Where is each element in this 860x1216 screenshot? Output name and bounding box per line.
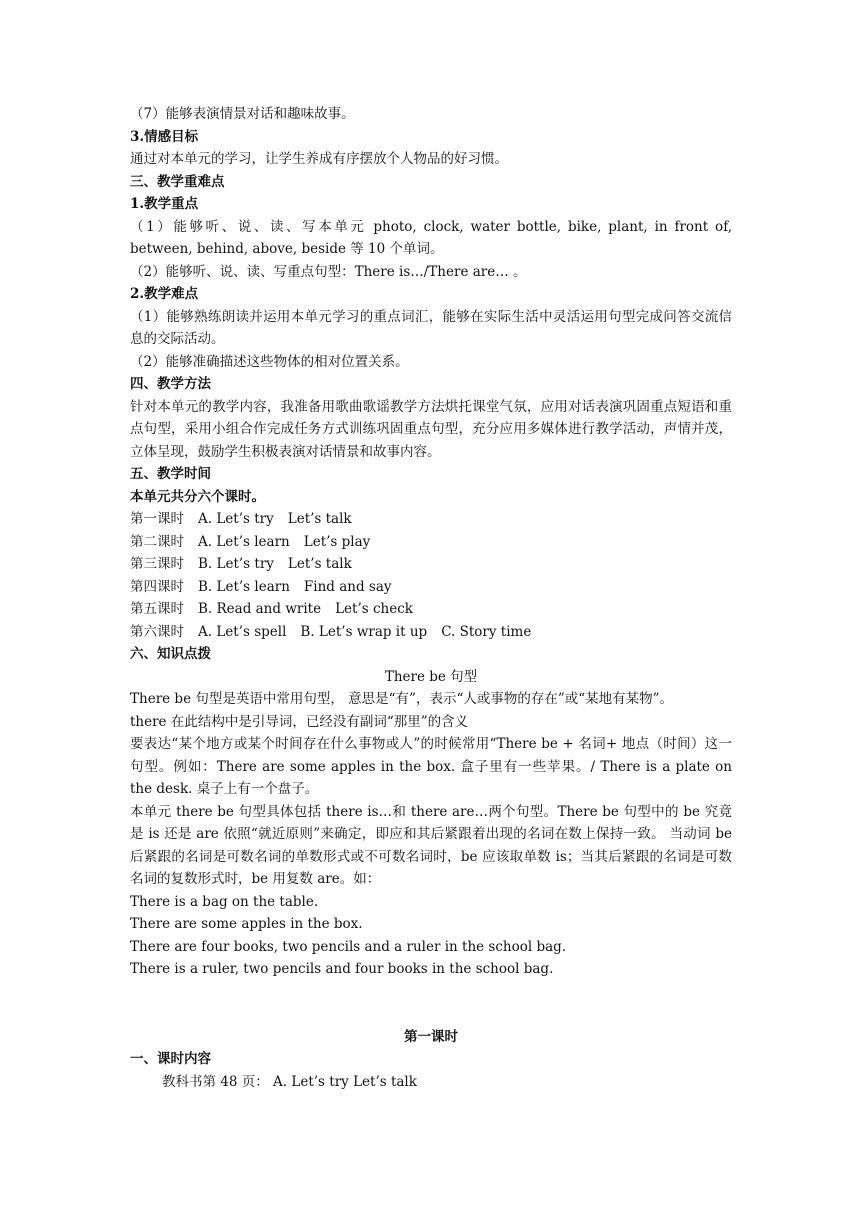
lesson-content-text: 教科书第 48 页： A. Let’s try Let’s talk: [162, 1073, 417, 1090]
schedule-part: Let’s talk: [287, 556, 352, 572]
schedule-part: B. Read and write: [198, 601, 322, 617]
teaching-method-text: 针对本单元的教学内容，我准备用歌曲歌谣教学方法烘托课堂气氛，应用对话表演巩固重点短语和重点句型，采用小组合作完成任务方式训练巩固重点句型，充分应用多媒体进行教学活动，声情并茂，立体呈现，鼓励学生积极表演对话情景和故事内容。: [130, 398, 732, 460]
example-sentence: There is a ruler, two pencils and four books in the school bag.: [130, 961, 554, 977]
schedule-row: [130, 553, 732, 576]
knowledge-paragraph-4: 本单元 there be 句型具体包括 there is…和 there are…两个句型。There be 句型中的 be 究竟是 is 还是 are 依照“就近原则”来确定，即应和其后紧跟着出现的名词在数上保持一致。 当动词 be 后紧跟的名词是可数名词的单数形式或不可数名词时，be 应该取单数 is；当其后紧跟的名词是可数名词的复数形式时，be 用复数 are。如：: [130, 803, 732, 887]
knowledge-paragraph-3: 要表达“某个地方或某个时间存在什么事物或人”的时候常用“There be + 名词+ 地点（时间）这一句型。例如：There are some apples in the box. 盒子里有一些苹果。/ There is a plate on the desk. 桌子上有一个盘子。: [130, 736, 732, 797]
schedule-part: B. Let’s try: [198, 556, 274, 572]
difficult-point-2: （2）能够准确描述这些物体的相对位置关系。: [130, 353, 409, 370]
schedule-period: 第五课时: [130, 601, 184, 617]
schedule-period: 第三课时: [130, 556, 184, 572]
schedule-part: Find and say: [303, 578, 392, 595]
document-body: [130, 103, 732, 1093]
schedule-row: [130, 621, 732, 644]
schedule-period: 第二课时: [130, 533, 184, 550]
schedule-intro: 本单元共分六个课时。: [130, 488, 265, 505]
key-points-heading: 1.教学重点: [130, 196, 199, 212]
schedule-part: B. Let’s wrap it up: [300, 623, 428, 640]
schedule-row: [130, 576, 732, 599]
schedule-part: A. Let’s try: [198, 511, 274, 527]
schedule-period: 第四课时: [130, 578, 184, 595]
schedule-part: A. Let’s spell: [198, 623, 287, 640]
section-4-heading: 四、教学方法: [130, 376, 211, 392]
blank-line: [130, 981, 732, 1004]
knowledge-paragraph-1: There be 句型是英语中常用句型， 意思是“有”，表示“人或事物的存在”或“某地有某物”。: [130, 691, 674, 707]
schedule-part: C. Story time: [441, 623, 532, 640]
knowledge-paragraph-2: there 在此结构中是引导词，已经没有副词“那里”的含义: [130, 713, 469, 730]
schedule-part: Let’s talk: [287, 511, 352, 527]
section-5-heading: 五、教学时间: [130, 466, 211, 482]
schedule-row: [130, 508, 732, 531]
schedule-part: A. Let’s learn: [198, 533, 290, 550]
key-point-1: （1）能够听、说、读、写本单元 photo, clock, water bottle, bike, plant, in front of, between, behind, above, beside 等 10 个单词。: [130, 218, 732, 257]
schedule-row: [130, 531, 732, 554]
schedule-period: 第一课时: [130, 511, 184, 527]
example-sentence: There are four books, two pencils and a ruler in the school bag.: [130, 938, 567, 955]
section-6-heading: 六、知识点拨: [130, 646, 211, 662]
schedule-part: Let’s play: [303, 533, 371, 550]
difficult-points-heading: 2.教学难点: [130, 286, 199, 302]
schedule-part: Let’s check: [335, 601, 413, 617]
there-be-subtitle: There be 句型: [384, 668, 478, 685]
emotion-goal-text: 通过对本单元的学习，让学生养成有序摆放个人物品的好习惯。: [130, 151, 508, 167]
lesson-content-heading: 一、课时内容: [130, 1051, 211, 1067]
example-sentence: There is a bag on the table.: [130, 893, 319, 910]
goal-item-7: （7）能够表演情景对话和趣味故事。: [130, 106, 355, 122]
lesson-1-title: 第一课时: [404, 1028, 458, 1045]
blank-line: [130, 1003, 732, 1026]
section-3-heading: 三、教学重难点: [130, 173, 225, 190]
emotion-goal-heading: 3.情感目标: [130, 128, 199, 145]
key-point-2: （2）能够听、说、读、写重点句型：There is…/There are… 。: [130, 263, 527, 280]
difficult-point-1: （1）能够熟练朗读并运用本单元学习的重点词汇，能够在实际生活中灵活运用句型完成问答交流信息的交际活动。: [130, 308, 732, 347]
schedule-row: [130, 598, 732, 621]
schedule-period: 第六课时: [130, 623, 184, 640]
example-sentence: There are some apples in the box.: [130, 916, 363, 932]
schedule-part: B. Let’s learn: [198, 578, 290, 595]
